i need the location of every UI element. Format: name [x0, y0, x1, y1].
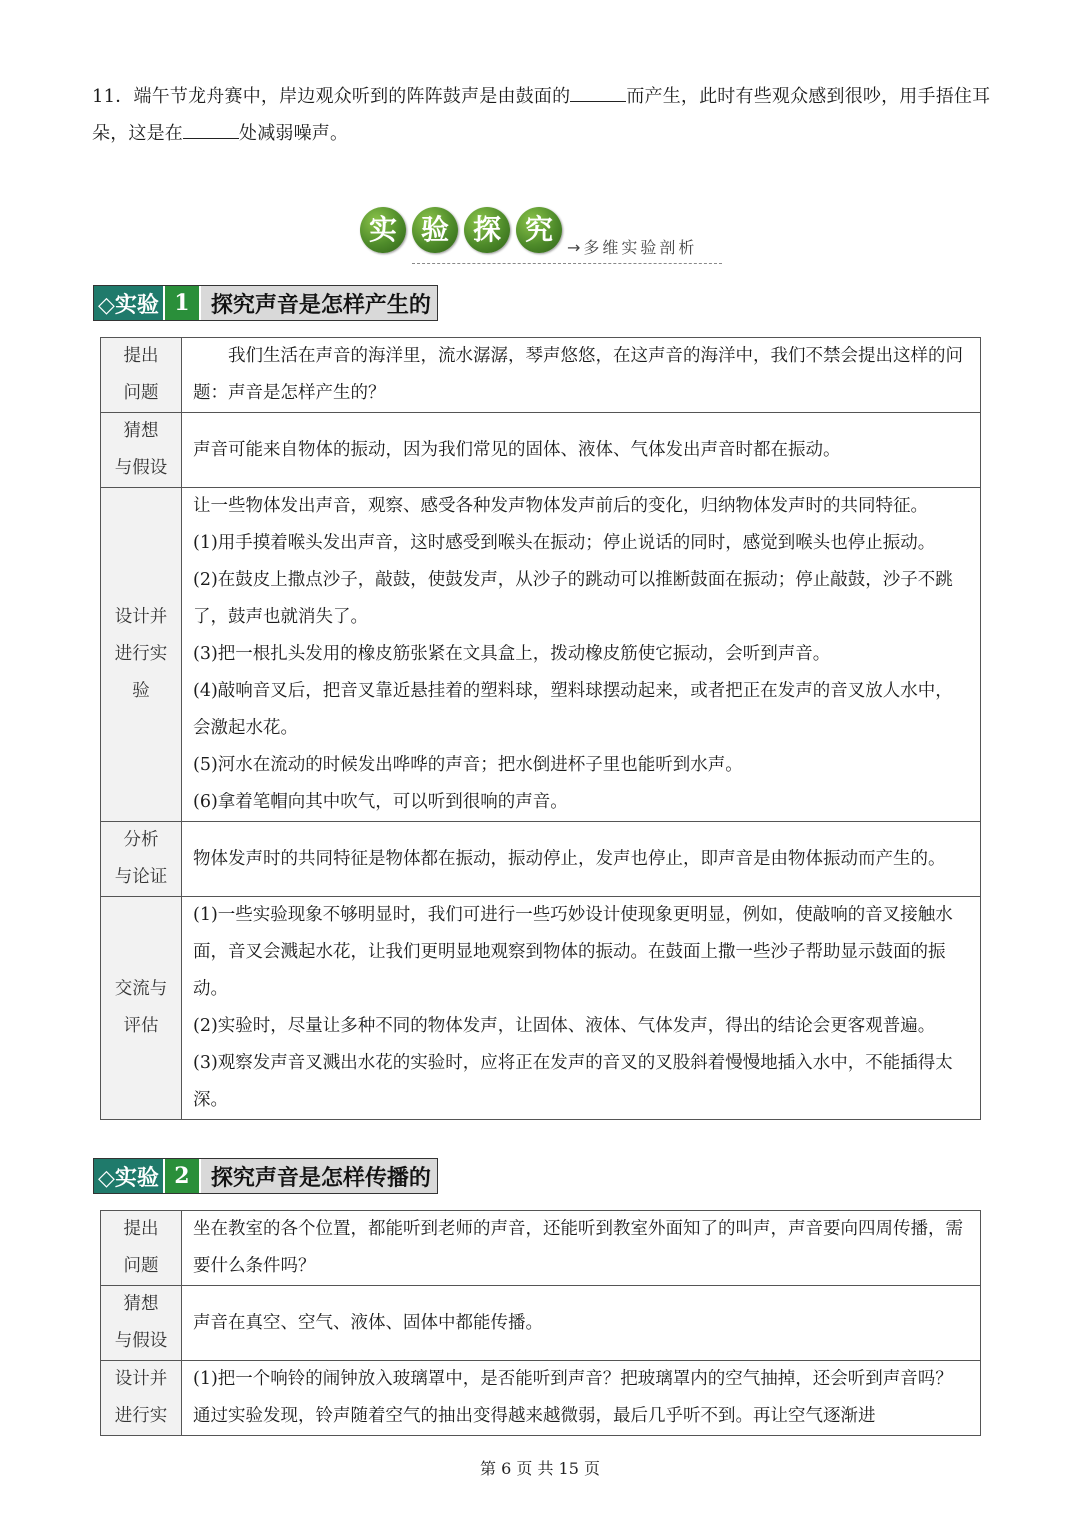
- experiment-1-heading: [93, 285, 438, 321]
- row-content: 坐在教室的各个位置，都能听到老师的声音，还能听到教室外面知了的叫声，声音要向四周传播，需要什么条件吗？: [182, 1211, 981, 1286]
- question-11-text-1: 11．端午节龙舟赛中，岸边观众听到的阵阵鼓声是由鼓面的: [92, 86, 571, 107]
- table-row: [101, 1211, 981, 1286]
- page-number: 第 6 页 共 15 页: [480, 1459, 600, 1478]
- question-11-text-3: 处减弱噪声。: [239, 123, 349, 144]
- experiment-tag: ◇实验: [94, 1159, 163, 1193]
- row-content: 物体发声时的共同特征是物体都在振动，振动停止，发声也停止，即声音是由物体振动而产生的。: [182, 822, 981, 897]
- banner-subtitle: →多维实验剖析: [567, 238, 698, 257]
- question-11-text-2: 而产生，此时有些观众感到很吵，用手捂住耳朵，这是在: [92, 86, 991, 144]
- table-row: [101, 413, 981, 488]
- answer-blank-2[interactable]: [183, 118, 239, 139]
- row-content: 声音在真空、空气、液体、固体中都能传播。: [182, 1286, 981, 1361]
- experiment-number: 2: [163, 1159, 201, 1193]
- experiment-2-table: [100, 1210, 981, 1436]
- banner-char-3: 探: [464, 207, 510, 253]
- table-row: [101, 488, 981, 822]
- row-label: 提出 问题: [101, 338, 182, 413]
- section-banner: [360, 205, 730, 267]
- row-label: 猜想 与假设: [101, 1286, 182, 1361]
- row-label: 分析 与论证: [101, 822, 182, 897]
- row-label: 猜想 与假设: [101, 413, 182, 488]
- question-11: [92, 78, 992, 152]
- banner-divider: [412, 263, 722, 264]
- banner-char-1: 实: [360, 207, 406, 253]
- table-row: [101, 822, 981, 897]
- table-row: [101, 1286, 981, 1361]
- banner-char-2: 验: [412, 207, 458, 253]
- row-content: 让一些物体发出声音，观察、感受各种发声物体发声前后的变化，归纳物体发声时的共同特征。 (1)用手摸着喉头发出声音，这时感受到喉头在振动；停止说话的同时，感觉到喉头也停止振动。 (2)在鼓皮上撒点沙子，敲鼓，使鼓发声，从沙子的跳动可以推断鼓面在振动；停止敲鼓，沙子不跳了，鼓声也就消失了。 (3)把一根扎头发用的橡皮筋张紧在文具盒上，拨动橡皮筋使它振动，会听到声音。 (4)敲响音叉后，把音叉靠近悬挂着的塑料球，塑料球摆动起来，或者把正在发声的音叉放人水中，会激起水花。 (5)河水在流动的时候发出哗哗的声音；把水倒进杯子里也能听到水声。 (6)拿着笔帽向其中吹气，可以听到很响的声音。: [182, 488, 981, 822]
- row-content: 我们生活在声音的海洋里，流水潺潺，琴声悠悠，在这声音的海洋中，我们不禁会提出这样的问题：声音是怎样产生的？: [182, 338, 981, 413]
- banner-char-4: 究: [516, 207, 562, 253]
- experiment-title: 探究声音是怎样产生的: [201, 286, 437, 320]
- table-row: [101, 1361, 981, 1436]
- answer-blank-1[interactable]: [570, 81, 626, 102]
- experiment-title: 探究声音是怎样传播的: [201, 1159, 437, 1193]
- row-label: 交流与 评估: [101, 897, 182, 1120]
- row-content: (1)一些实验现象不够明显时，我们可进行一些巧妙设计使现象更明显，例如，使敲响的音叉接触水面，音叉会溅起水花，让我们更明显地观察到物体的振动。在鼓面上撒一些沙子帮助显示鼓面的振动。 (2)实验时，尽量让多种不同的物体发声，让固体、液体、气体发声，得出的结论会更客观普遍。 (3)观察发声音叉溅出水花的实验时，应将正在发声的音叉的叉股斜着慢慢地插入水中，不能插得太深。: [182, 897, 981, 1120]
- experiment-number: 1: [163, 286, 201, 320]
- experiment-2-heading: [93, 1158, 438, 1194]
- row-label: 设计并 进行实 验: [101, 488, 182, 822]
- row-content: (1)把一个响铃的闹钟放入玻璃罩中，是否能听到声音？把玻璃罩内的空气抽掉，还会听到声音吗？通过实验发现，铃声随着空气的抽出变得越来越微弱，最后几乎听不到。再让空气逐渐进: [182, 1361, 981, 1436]
- row-label: 设计并 进行实: [101, 1361, 182, 1436]
- table-row: [101, 338, 981, 413]
- experiment-tag: ◇实验: [94, 286, 163, 320]
- table-row: [101, 897, 981, 1120]
- row-content: 声音可能来自物体的振动，因为我们常见的固体、液体、气体发出声音时都在振动。: [182, 413, 981, 488]
- row-label: 提出 问题: [101, 1211, 182, 1286]
- experiment-1-table: [100, 337, 981, 1120]
